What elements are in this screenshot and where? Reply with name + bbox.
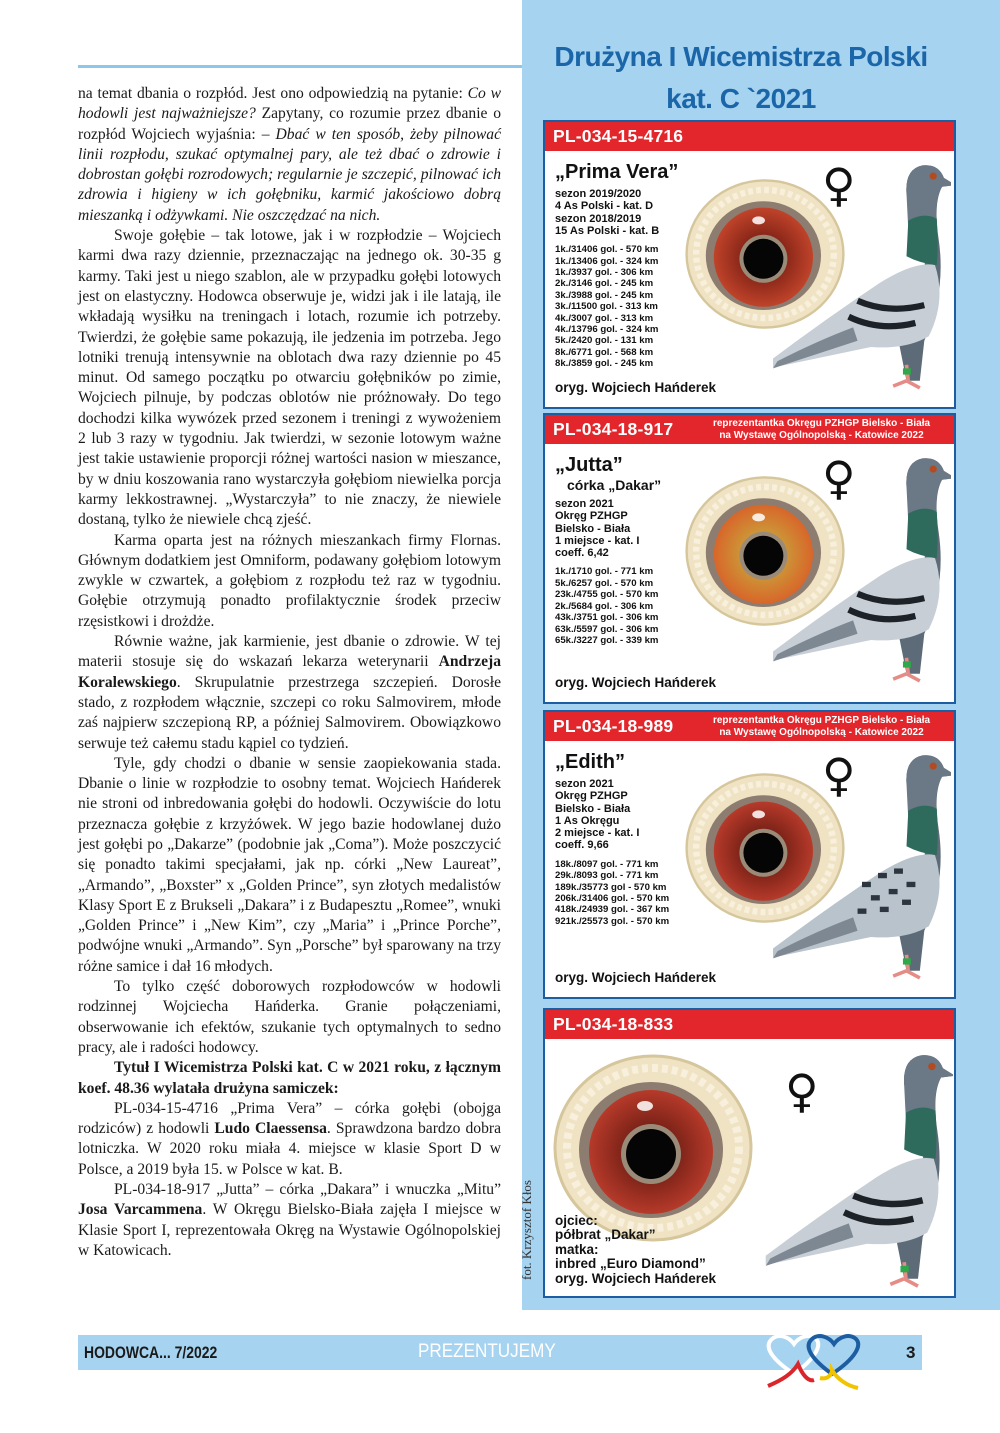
pigeon-card xyxy=(543,1008,956,1298)
race-result: 2k./3146 gol. - 245 km xyxy=(555,278,654,290)
article-paragraph xyxy=(78,754,501,977)
text: To tylko część doborowych rozpłodowców w hodowli rodzinnej Wojciecha Hańderka. Granie połączeniami, obserwowanie ich efektów, szukanie tych optymalnych to sedno pracy, ale i radości hodowcy. xyxy=(78,978,501,1056)
race-result: 3k./3988 gol. - 245 km xyxy=(555,289,654,301)
race-result: 4k./13796 gol. - 324 km xyxy=(555,324,659,336)
achievement-line: coeff. 9,66 xyxy=(555,839,609,852)
article-paragraph xyxy=(78,977,501,1058)
ring-number-bar xyxy=(545,712,954,741)
achievement-line: Okręg PZHGP xyxy=(555,790,628,803)
achievement-line: sezon 2018/2019 xyxy=(555,212,642,225)
race-result: 3k./11500 gol. - 313 km xyxy=(555,301,658,313)
achievement-line: coeff. 6,42 xyxy=(555,547,609,560)
achievement-line: Okręg PZHGP xyxy=(555,510,628,523)
pigeon-card xyxy=(543,120,956,409)
article-paragraph xyxy=(78,226,501,530)
race-result: 1k./13406 gol. - 324 km xyxy=(555,255,659,267)
race-result: 1k./3937 gol. - 306 km xyxy=(555,267,654,278)
achievement-line: sezon 2021 xyxy=(555,498,614,510)
race-results xyxy=(555,244,678,369)
pedigree-line: inbred „Euro Diamond” xyxy=(555,1256,706,1271)
female-symbol-icon: ♀ xyxy=(785,1064,819,1118)
breeder-line: oryg. Wojciech Hańderek xyxy=(555,380,717,395)
panel-title xyxy=(522,36,960,120)
pigeon-photo xyxy=(773,748,951,985)
pedigree-line: półbrat „Dakar” xyxy=(555,1227,656,1242)
exhibition-note-line: na Wystawę Ogólnopolską - Katowice 2022 xyxy=(719,429,924,441)
hearts-logo-icon xyxy=(762,1330,872,1390)
top-rule xyxy=(78,65,522,68)
pigeon-details xyxy=(555,453,661,646)
italic-text: Dbać w ten sposób, żeby pilnować linii rozpłodu, szukać optymalnej pary, ale też dbać o zdrowie i dobrostan gołębi rozrodowych; regularnie je szczepić, pilnować ich zdrowia i higieny w ich gołębniku, karmić jakościowo dobrą mieszanką i odżywkami. Nie oszczędzać na nich. xyxy=(78,125,502,224)
article-column xyxy=(78,84,501,1261)
breeder-line: oryg. Wojciech Hańderek xyxy=(555,675,717,690)
race-result: 8k./6771 gol. - 568 km xyxy=(555,346,654,358)
text: Równie ważne, jak karmienie, jest dbanie o zdrowie. W tej materii stosuje się do wskazań lekarza weterynarii xyxy=(78,633,501,671)
pedigree-details xyxy=(555,1214,716,1287)
race-result: 189k./35773 gol - 570 km xyxy=(555,881,667,893)
female-symbol-icon: ♀ xyxy=(822,748,856,802)
photo-credit: fot. Krzysztof Kłos xyxy=(519,1180,534,1281)
text: . W Okręgu Bielsko-Biała zajęła I miejsce w Klasie Sport I, reprezentowała Okręg na Wystawie Ogólnopolskiej w Katowicach. xyxy=(78,1201,501,1259)
achievement-line: 15 As Polski - kat. B xyxy=(555,224,660,237)
pedigree-line: oryg. Wojciech Hańderek xyxy=(555,1270,717,1286)
race-result: 418k./24939 gol. - 367 km xyxy=(555,904,670,916)
ring-number-bar xyxy=(545,122,954,151)
achievement-line: Bielsko - Biała xyxy=(555,522,631,535)
race-result: 29k./8093 gol. - 771 km xyxy=(555,870,659,882)
article-paragraph xyxy=(78,531,501,632)
race-result: 63k./5597 gol. - 306 km xyxy=(555,623,659,635)
ring-number-bar xyxy=(545,415,954,444)
race-result: 43k./3751 gol. - 306 km xyxy=(555,612,659,624)
pigeon-achievements xyxy=(555,778,669,852)
bold-text: Andrzeja Koralewskiego xyxy=(78,653,501,691)
ring-number: PL-034-18-989 xyxy=(553,716,674,736)
text: na temat dbania o rozpłód. Jest ono odpowiedzią na pytanie: xyxy=(78,85,468,102)
female-symbol-icon: ♀ xyxy=(822,451,856,505)
panel-title-line1: Drużyna I Wicemistrza Polski xyxy=(554,41,928,72)
article-paragraph xyxy=(78,1180,501,1261)
pigeon-card xyxy=(543,413,956,704)
article-paragraph xyxy=(78,632,501,754)
exhibition-note-line: reprezentantka Okręgu PZHGP Bielsko - Biała xyxy=(712,418,931,429)
text: Zapytany, co rozumie przez dbanie o rozpłód Wojciech wyjaśnia: – xyxy=(78,105,501,143)
pedigree-line: matka: xyxy=(555,1241,599,1257)
pigeon-achievements xyxy=(555,188,678,237)
text: Karma oparta jest na różnych mieszankach firmy Flornas. Głównym dodatkiem jest Omniform, podawany gołębiom lotowym zwykle w czwartek, a gołębiom z rozpłodu też raz w tygodniu. Gołębie otrzymują ponadto profilaktycznie środek przeciw rzęsistkowi i drożdże. xyxy=(78,531,501,630)
race-result: 65k./3227 gol. - 339 km xyxy=(555,634,659,646)
exhibition-note xyxy=(695,418,948,441)
race-result: 23k./4755 gol. - 570 km xyxy=(555,589,659,601)
ring-number-bar xyxy=(545,1010,954,1039)
race-result: 8k./3859 gol. - 245 km xyxy=(555,358,654,370)
pigeon-details xyxy=(555,750,669,927)
ring-number: PL-034-18-833 xyxy=(553,1014,674,1034)
achievement-line: 1 miejsce - kat. I xyxy=(555,534,640,547)
race-result: 1k./1710 gol. - 771 km xyxy=(555,566,654,578)
article-paragraph xyxy=(78,1099,501,1180)
race-results xyxy=(555,566,661,646)
breeder-line: oryg. Wojciech Hańderek xyxy=(555,970,717,985)
race-result: 5k./6257 gol. - 570 km xyxy=(555,577,654,589)
achievement-line: 4 As Polski - kat. D xyxy=(555,200,654,213)
race-results xyxy=(555,859,669,927)
text: PL-034-18-917 „Jutta” – córka „Dakara” i wnuczka „Mitu” xyxy=(114,1181,501,1199)
race-result: 4k./3007 gol. - 313 km xyxy=(555,312,654,324)
achievement-line: 1 As Okręgu xyxy=(555,814,620,827)
pigeon-achievements xyxy=(555,498,661,559)
article-paragraph xyxy=(78,1058,501,1099)
pedigree-line: ojciec: xyxy=(555,1212,598,1228)
bold-text: Josa Varcammena xyxy=(78,1201,203,1219)
race-result: 1k./31406 gol. - 570 km xyxy=(555,244,659,256)
pigeon-details xyxy=(555,160,678,370)
ring-number: PL-034-15-4716 xyxy=(553,126,684,146)
pigeon-subtitle: córka „Dakar” xyxy=(567,477,662,493)
section-name: PREZENTUJEMY xyxy=(418,1341,556,1362)
race-result: 18k./8097 gol. - 771 km xyxy=(555,858,659,870)
achievement-line: 2 miejsce - kat. I xyxy=(555,827,640,840)
race-result: 206k./31406 gol. - 570 km xyxy=(555,893,670,904)
exhibition-note-line: reprezentantka Okręgu PZHGP Bielsko - Biała xyxy=(712,715,931,726)
race-result: 921k./25573 gol. - 570 km xyxy=(555,915,670,927)
ring-number: PL-034-18-917 xyxy=(553,419,674,439)
text: PL-034-15-4716 „Prima Vera” – córka gołębi (obojga rodziców) z hodowli xyxy=(78,1099,501,1138)
exhibition-note xyxy=(695,715,948,738)
achievement-line: Bielsko - Biała xyxy=(555,802,631,815)
magazine-issue: HODOWCA... 7/2022 xyxy=(84,1343,218,1362)
page-number: 3 xyxy=(906,1343,916,1362)
italic-text: Co w hodowli jest najważniejsze? xyxy=(78,85,502,123)
bold-text: Ludo Claessensa xyxy=(214,1120,327,1138)
text: Swoje gołębie – tak lotowe, jak i w rozpłodzie – Wojciech karmi dwa razy dziennie, przeznaczając na jednego ok. 30-35 g karmy. Taki jest u niego szablon, ale w przypadku gołębi lotowych jest on elastyczny. Hodowca obserwuje je, widzi jak i ile latają, ile wkładają wysiłku na treningach i lotach, rozumie ich potrzeby. Twierdzi, że gołębie same pokazują, ile jedzenia im potrzeba. Jego lotniki trenują intensywnie na oblotach dwa razy dziennie po 45 minut. Od samego początku po otwarciu gołębników po zimie, Wojciech pilnuje, by podczas oblotów nie próżnowały. Do tego dochodzi kilka wywózek przed sezonem i treningi z wywożeniem 2 lub 3 razy w tygodniu. Jak twierdzi, w sezonie lotowym ważne jest takie ustawienie proporcji różnej wartości nasion w mieszance, by w dniu koszowania rano wystarczyła gołębiom niewielka porcja karmy lekkostrawnej. „Wystarczyła” to nie znaczy, że niewiele dostaną, tylko że niewiele chcą zjeść. xyxy=(78,227,501,529)
bold-text: Tytuł I Wicemistrza Polski kat. C w 2021 roku, z łącznym koef. 48.36 wylatała drużyna samiczek: xyxy=(78,1059,501,1097)
article-paragraph xyxy=(78,84,501,226)
pigeon-name: „Edith” xyxy=(555,751,625,773)
pigeon-card xyxy=(543,710,956,999)
text: . Skrupulatnie przestrzega szczepień. Dorosłe stado, z rozpłodem włącznie, szczepi co roku Salmovirem, młode zaś najpierw szczepioną RP, a później Salmovirem. Obowiązkowo serwuje też całemu stadu kąpiel co tydzień. xyxy=(78,673,501,752)
race-result: 2k./5684 gol. - 306 km xyxy=(555,600,654,612)
achievement-line: sezon 2019/2020 xyxy=(555,188,642,200)
female-symbol-icon: ♀ xyxy=(822,158,856,212)
exhibition-note-line: na Wystawę Ogólnopolską - Katowice 2022 xyxy=(719,726,924,738)
text: . Sprawdzona bardzo dobra lotniczka. W 2020 roku miała 4. miejsce w klasie Sport D w Polsce, a 2019 była 15. w Polsce w kat. B. xyxy=(78,1120,501,1178)
pigeon-name: „Jutta” xyxy=(555,454,623,476)
achievement-line: sezon 2021 xyxy=(555,778,614,790)
text: Tyle, gdy chodzi o dbanie w sensie zaopiekowania stada. Dbanie o linie w rozpłodzie to osobny temat. Wojciech Hańderek nie stroni od inbredowania gołębi do hodowli. Oczywiście do lotu przeznacza gołębie z krzyżówek. W jego bazie hodowlanej dużo jest gołębi po „Dakarze” (podobnie jak „Coma”). Może poszczycić się ponadto takimi specjałami, jak np. córki „New Laureat”, „Armando”, „Boxster” x „Golden Prince”, syn złotych medalistów Klasy Sport E z Brukseli „Dakara” i z Budapesztu „Romee”, wnuki „Golden Prince” i „New Kim”, czy „Maria” i „Prince Porche”, podwójne wnuki „Armando”. Syn „Porsche” był sparowany na trzy różne samice i dał 16 młodych. xyxy=(78,754,501,975)
pigeon-photo xyxy=(773,158,951,395)
pigeon-name: „Prima Vera” xyxy=(555,161,679,183)
race-result: 5k./2420 gol. - 131 km xyxy=(555,335,654,347)
panel-title-line2: kat. C `2021 xyxy=(666,83,816,114)
pigeon-photo xyxy=(773,451,951,688)
